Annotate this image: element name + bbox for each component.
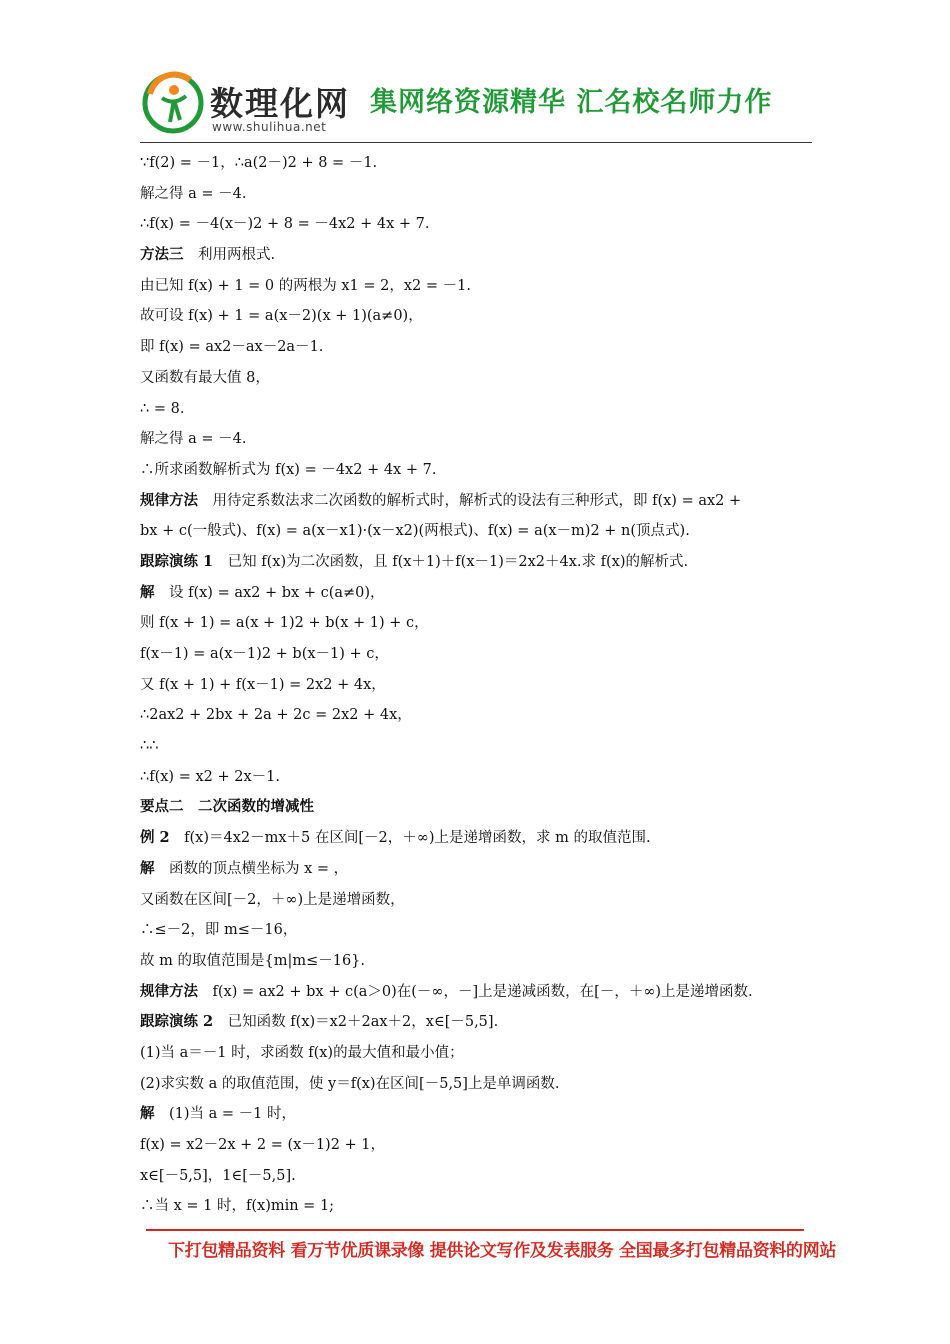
method-three-line (140, 240, 812, 271)
section-heading: 要点二 二次函数的增减性 (140, 798, 314, 816)
solution-text: 设 f(x) = ax2 + bx + c(a≠0)， (169, 584, 385, 601)
practice-text: 已知 f(x)为二次函数，且 f(x＋1)＋f(x－1)＝2x2＋4x.求 f(x)的解析式. (227, 553, 689, 570)
text-line: ∴当 x = 1 时，f(x)min = 1; (140, 1198, 335, 1215)
rule-method-text: f(x) = ax2 + bx + c(a＞0)在(－∞，－]上是递减函数，在[－，＋∞)上是递增函数. (212, 983, 753, 1000)
example-text: f(x)＝4x2－mx＋5 在区间[－2，＋∞)上是递增函数，求 m 的取值范围. (184, 830, 651, 847)
practice-label: 跟踪演练 2 (140, 1013, 214, 1031)
example-two-line (140, 823, 812, 854)
text-line: x∈[－5,5]，1∈[－5,5]. (140, 1167, 296, 1184)
brand-name: 数理化网 (210, 84, 350, 123)
example-label: 例 2 (140, 829, 170, 847)
text-line: 即 f(x) = ax2－ax－2a－1. (140, 339, 324, 356)
practice-label: 跟踪演练 1 (140, 552, 214, 570)
text-line: ∴ = 8. (140, 400, 185, 417)
text-line: 由已知 f(x) + 1 = 0 的两根为 x1 = 2，x2 = －1. (140, 277, 471, 294)
practice-text: 已知函数 f(x)＝x2＋2ax＋2，x∈[－5,5]. (227, 1014, 499, 1031)
text-line: ∴≤－2，即 m≤－16， (140, 922, 298, 939)
text-line: 又函数在区间[－2，＋∞)上是递增函数， (140, 891, 405, 908)
rule-method-line (140, 977, 812, 1008)
rule-method-line (140, 486, 812, 517)
text-line: f(x) = x2－2x + 2 = (x－1)2 + 1， (140, 1137, 386, 1153)
text-line: 又 f(x + 1) + f(x－1) = 2x2 + 4x， (140, 676, 386, 693)
solution-label: 解 (140, 583, 155, 601)
text-line: 又函数有最大值 8， (140, 369, 270, 386)
practice-one-line (140, 547, 812, 578)
rule-method-label: 规律方法 (140, 982, 198, 1000)
solution-text: (1)当 a = －1 时， (169, 1106, 296, 1123)
footer-divider (146, 1229, 804, 1231)
text-line: ∴f(x) = x2 + 2x－1. (140, 768, 280, 785)
text-line: (1)当 a＝－1 时，求函数 f(x)的最大值和最小值； (140, 1044, 464, 1061)
solution-line (140, 578, 812, 609)
brand-url: www.shulihua.net (212, 120, 327, 134)
text-line: ∴f(x) = －4(x－)2 + 8 = －4x2 + 4x + 7. (140, 216, 430, 233)
text-line: 解之得 a = －4. (140, 431, 247, 448)
rule-method-text: 用待定系数法求二次函数的解析式时，解析式的设法有三种形式，即 f(x) = ax2 + (212, 492, 742, 509)
solution-label: 解 (140, 859, 155, 877)
text-line: (2)求实数 a 的取值范围，使 y＝f(x)在区间[－5,5]上是单调函数. (140, 1075, 560, 1092)
page-header (140, 68, 812, 142)
shulihua-logo-icon (140, 70, 206, 136)
solution-line (140, 1099, 812, 1130)
document-body (140, 148, 812, 1222)
text-line: 解之得 a = －4. (140, 185, 247, 202)
text-line: ∴∴ (140, 738, 159, 755)
text-line: ∴所求函数解析式为 f(x) = －4x2 + 4x + 7. (140, 461, 437, 478)
footer-banner: 下打包精品资料 看万节优质课录像 提供论文写作及发表服务 全国最多打包精品资料的网站 (168, 1241, 837, 1261)
header-divider (140, 142, 812, 143)
method-label: 方法三 (140, 246, 184, 264)
solution-line (140, 854, 812, 885)
text-line: 故 m 的取值范围是{m|m≤－16}. (140, 952, 366, 969)
text-line: ∴2ax2 + 2bx + 2a + 2c = 2x2 + 4x， (140, 707, 412, 724)
header-slogan: 集网络资源精华 汇名校名师力作 (370, 87, 773, 118)
text-line: 故可设 f(x) + 1 = a(x－2)(x + 1)(a≠0)， (140, 308, 423, 325)
method-text: 利用两根式. (198, 247, 276, 264)
text-line: f(x－1) = a(x－1)2 + b(x－1) + c， (140, 646, 389, 662)
solution-label: 解 (140, 1105, 155, 1123)
text-line: ∵f(2) = －1，∴a(2－)2 + 8 = －1. (140, 155, 378, 171)
text-line: 则 f(x + 1) = a(x + 1)2 + b(x + 1) + c， (140, 615, 429, 632)
rule-method-label: 规律方法 (140, 491, 198, 509)
text-line: bx + c(一般式)、f(x) = a(x－x1)·(x－x2)(两根式)、f(x) = a(x－m)2 + n(顶点式). (140, 523, 690, 540)
practice-two-line (140, 1007, 812, 1038)
solution-text: 函数的顶点横坐标为 x = ， (169, 860, 349, 877)
